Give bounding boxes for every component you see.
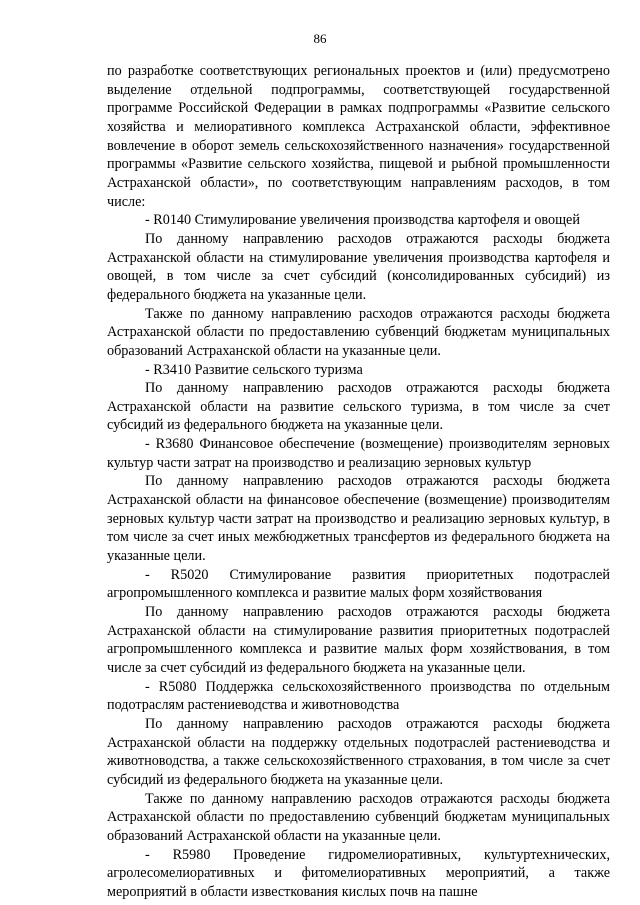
body-paragraph: По данному направлению расходов отражаются расходы бюджета Астраханской области на стимулирование увеличения производства картофеля и овощей, в том числе за счет субсидий (консолидированных субсидий) из федерального бюджета на указанные цели. xyxy=(107,230,610,303)
page-number: 86 xyxy=(313,31,327,46)
body-paragraph: Также по данному направлению расходов отражаются расходы бюджета Астраханской области по предоставлению субвенций бюджетам муниципальных образований Астраханской области на указанные цели. xyxy=(107,305,610,359)
body-paragraph: По данному направлению расходов отражаются расходы бюджета Астраханской области на поддержку отдельных подотраслей растениеводства и животноводства, а также сельскохозяйственного страхования, в том числе за счет субсидий из федерального бюджета на указанные цели. xyxy=(107,715,610,788)
body-paragraph: По данному направлению расходов отражаются расходы бюджета Астраханской области на развитие сельского туризма, в том числе за счет субсидий из федерального бюджета на указанные цели. xyxy=(107,380,610,434)
item-heading-r0140: - R0140 Стимулирование увеличения производства картофеля и овощей xyxy=(145,212,580,229)
item-heading-r3410: - R3410 Развитие сельского туризма xyxy=(145,361,363,378)
body-paragraph: По данному направлению расходов отражаются расходы бюджета Астраханской области на стимулирование развития приоритетных подотраслей агропромышленного комплекса и развитие малых форм хозяйствования, в том числе за счет субсидий из федерального бюджета на указанные цели. xyxy=(107,604,610,676)
item-heading-r5020: - R5020 Стимулирование развития приоритетных подотраслей агропромышленного комплекса и развитие малых форм хозяйствования xyxy=(107,566,610,602)
body-paragraph: Также по данному направлению расходов отражаются расходы бюджета Астраханской области по предоставлению субвенций бюджетам муниципальных образований Астраханской области на указанные цели. xyxy=(107,790,610,844)
body-paragraph: По данному направлению расходов отражаются расходы бюджета Астраханской области на финансовое обеспечение (возмещение) производителям зерновых культур части затрат на производство и реализацию зерновых культур, в том числе за счет иных межбюджетных трансфертов из федерального бюджета на указанные цели. xyxy=(107,473,610,565)
document-body xyxy=(107,62,610,902)
intro-paragraph: по разработке соответствующих региональных проектов и (или) предусмотрено выделение отдельной подпрограммы, соответствующей государственной программе Российской Федерации в рамках подпрограммы «Развитие сельского хозяйства и мелиоративного комплекса Астраханской области, эффективное вовлечение в оборот земель сельскохозяйственного назначения» государственной программы «Развитие сельского хозяйства, пищевой и рыбной промышленности Астраханской области», по соответствующим направлениям расходов, в том числе: xyxy=(107,63,610,210)
item-heading-r5080: - R5080 Поддержка сельскохозяйственного производства по отдельным подотраслям растениеводства и животноводства xyxy=(107,678,610,714)
item-heading-r5980: - R5980 Проведение гидромелиоративных, культуртехнических, агролесомелиоративных и фитомелиоративных мероприятий, а также мероприятий в области известкования кислых почв на пашне xyxy=(107,846,610,900)
item-heading-r3680: - R3680 Финансовое обеспечение (возмещение) производителям зерновых культур части затрат на производство и реализацию зерновых культур xyxy=(107,436,610,471)
